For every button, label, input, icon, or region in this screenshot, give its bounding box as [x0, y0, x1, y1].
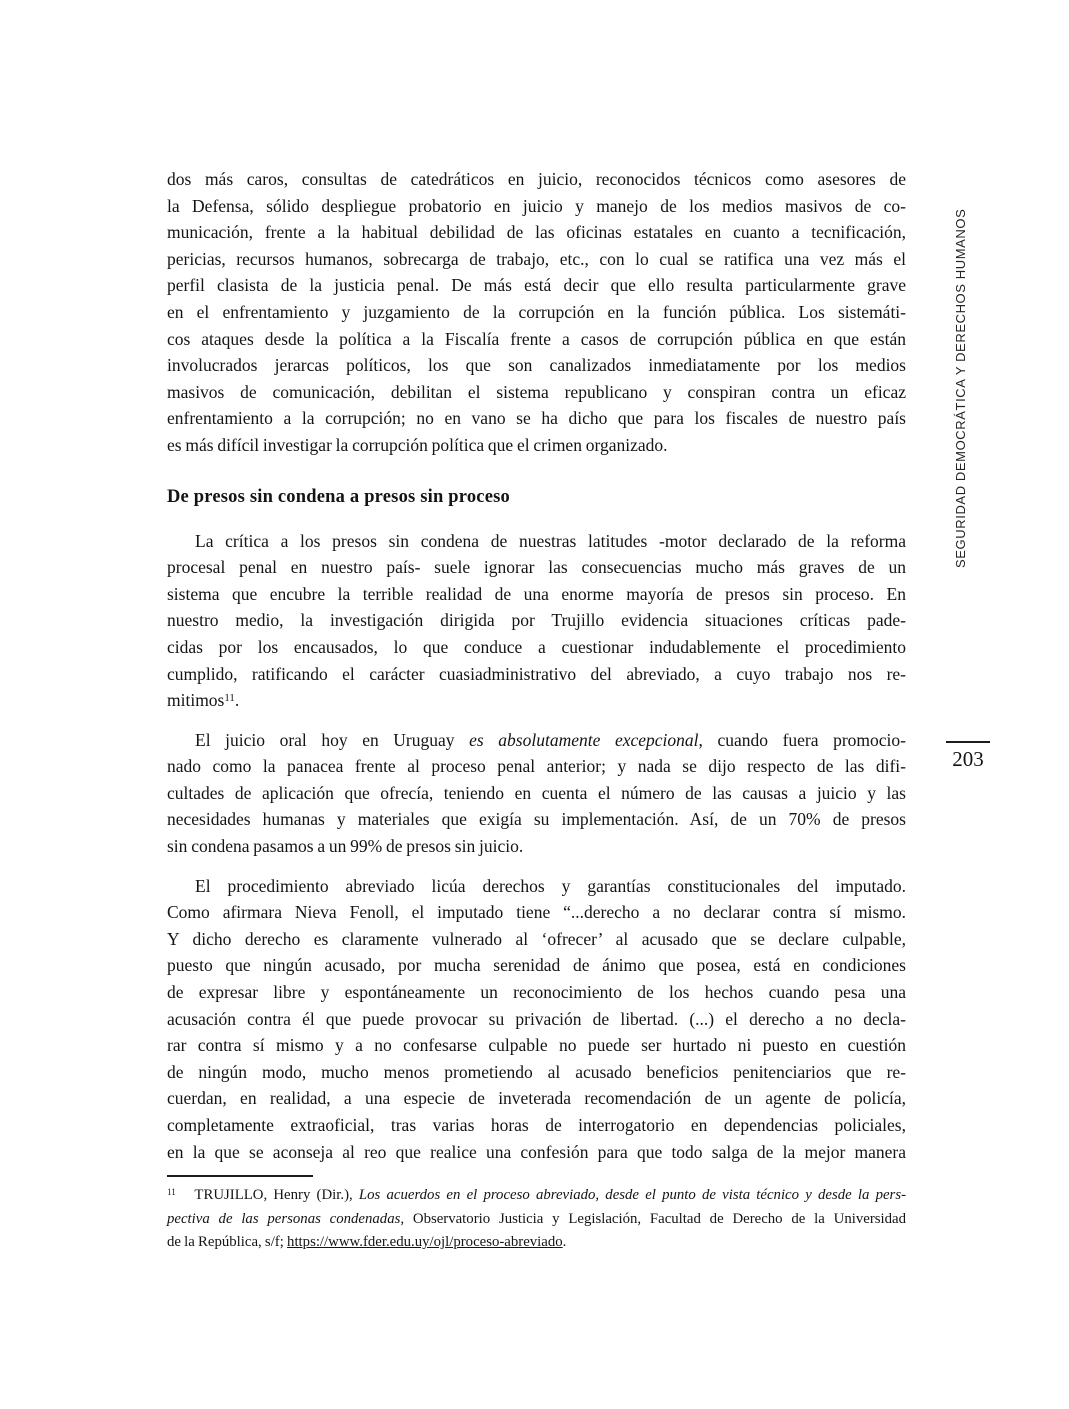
- text-line: es más difícil investigar la corrupción política que el crimen organizado.: [167, 434, 668, 455]
- text-line: pericias, recursos humanos, sobrecarga de trabajo, etc., con lo cual se ratifica una vez más el: [167, 248, 906, 269]
- text-segment: de la República, s/f;: [167, 1234, 288, 1251]
- footnote-divider: [167, 1175, 313, 1177]
- paragraph: [167, 727, 906, 860]
- footnote-marker: 11: [167, 1186, 176, 1197]
- page-number: 203: [946, 741, 990, 772]
- text-line: Como afirmara Nieva Fenoll, el imputado tiene “...derecho a no declarar contra sí mismo.: [167, 902, 906, 923]
- text-line: necesidades humanas y materiales que exigía su implementación. Así, de un 70% de presos: [167, 809, 906, 830]
- text-segment: pectiva de las personas condenadas: [167, 1210, 401, 1227]
- text-line: sistema que encubre la terrible realidad de una enorme mayoría de presos sin proceso. En: [167, 583, 906, 604]
- text-line: masivos de comunicación, debilitan el sistema republicano y conspiran contra un eficaz: [167, 381, 906, 402]
- text-line: cidas por los encausados, lo que conduce a cuestionar indudablemente el procedimiento: [167, 636, 906, 657]
- paragraph: [167, 873, 906, 1166]
- text-line: involucrados jerarcas políticos, los que son canalizados inmediatamente por los medios: [167, 355, 906, 376]
- text-line: de expresar libre y espontáneamente un reconocimiento de los hechos cuando pesa una: [167, 982, 906, 1003]
- text-segment: , Observatorio Justicia y Legislación, Facultad de Derecho de la Universidad: [400, 1210, 907, 1227]
- text-line: Y dicho derecho es claramente vulnerado al ‘ofrecer’ al acusado que se declare culpable,: [167, 928, 906, 949]
- text-line: la Defensa, sólido despliegue probatorio en juicio y manejo de los medios masivos de co-: [167, 195, 906, 216]
- footnote-url[interactable]: https://www.fder.edu.uy/ojl/proceso-abreviado: [287, 1234, 563, 1251]
- section-heading: De presos sin condena a presos sin proceso: [167, 486, 510, 507]
- text-line: en el enfrentamiento y juzgamiento de la corrupción en la función pública. Los sistemáti-: [167, 301, 906, 322]
- text-line: puesto que ningún acusado, por mucha serenidad de ánimo que posea, está en condiciones: [167, 955, 906, 976]
- text-line: cuerdan, en realidad, a una especie de inveterada recomendación de un agente de policía,: [167, 1088, 906, 1109]
- text-line: acusación contra él que puede provocar su privación de libertad. (...) el derecho a no decla-: [167, 1008, 906, 1029]
- footnote-marker: 11: [224, 691, 235, 704]
- text-line: cultades de aplicación que ofrecía, teniendo en cuenta el número de las causas a juicio y las: [167, 782, 906, 803]
- text-line: sin condena pasamos a un 99% de presos sin juicio.: [167, 836, 524, 857]
- text-line: [167, 687, 906, 714]
- text-line: nuestro medio, la investigación dirigida por Trujillo evidencia situaciones críticas pade-: [167, 610, 906, 631]
- text-line: cumplido, ratificando el carácter cuasiadministrativo del abreviado, a cuyo trabajo nos re-: [167, 663, 906, 684]
- text-line: enfrentamiento a la corrupción; no en vano se ha dicho que para los fiscales de nuestro país: [167, 408, 906, 429]
- sidebar-running-title: SEGURIDAD DEMOCRÁTICA Y DERECHOS HUMANOS: [953, 208, 968, 568]
- text-line: en la que se aconseja al reo que realice una confesión para que todo salga de la mejor manera: [167, 1141, 906, 1162]
- paragraph: [167, 528, 906, 714]
- text-segment: Los acuerdos en el proceso abreviado, desde el punto de vista técnico y desde la pers-: [358, 1187, 907, 1204]
- text-line: [167, 1208, 906, 1232]
- text-segment: , cuando fuera promocio-: [698, 729, 906, 750]
- text-line: La crítica a los presos sin condena de nuestras latitudes -motor declarado de la reforma: [195, 530, 906, 551]
- text-segment: mitimos: [167, 690, 225, 711]
- text-line: perfil clasista de la justicia penal. De más está decir que ello resulta particularmente grave: [167, 275, 906, 296]
- text-line: [167, 727, 906, 754]
- footnote: [167, 1175, 906, 1255]
- text-segment: es absolutamente excepcional: [469, 729, 699, 750]
- text-segment: .: [562, 1234, 567, 1251]
- text-segment: El juicio oral hoy en Uruguay: [195, 729, 470, 750]
- text-line: El procedimiento abreviado licúa derechos y garantías constitucionales del imputado.: [195, 875, 906, 896]
- text-line: dos más caros, consultas de catedráticos en juicio, reconocidos técnicos como asesores de: [167, 169, 906, 189]
- text-line: completamente extraoficial, tras varias horas de interrogatorio en dependencias policiales,: [167, 1115, 906, 1135]
- text-line: cos ataques desde la política a la Fiscalía frente a casos de corrupción pública en que están: [167, 328, 906, 349]
- paragraph: [167, 166, 906, 459]
- text-line: [167, 1231, 906, 1255]
- text-segment: TRUJILLO, Henry (Dir.),: [175, 1187, 359, 1204]
- text-line: [167, 1184, 906, 1208]
- text-line: nado como la panacea frente al proceso penal anterior; y nada se dijo respecto de las difi-: [167, 756, 906, 777]
- text-segment: .: [234, 690, 240, 711]
- text-line: procesal penal en nuestro país- suele ignorar las consecuencias mucho más graves de un: [167, 557, 906, 578]
- content-column: [167, 166, 906, 1255]
- text-line: municación, frente a la habitual debilidad de las oficinas estatales en cuanto a tecnificación,: [167, 222, 906, 243]
- text-line: rar contra sí mismo y a no confesarse culpable no puede ser hurtado ni puesto en cuestión: [167, 1035, 906, 1056]
- text-line: de ningún modo, mucho menos prometiendo al acusado beneficios penitenciarios que re-: [167, 1061, 906, 1082]
